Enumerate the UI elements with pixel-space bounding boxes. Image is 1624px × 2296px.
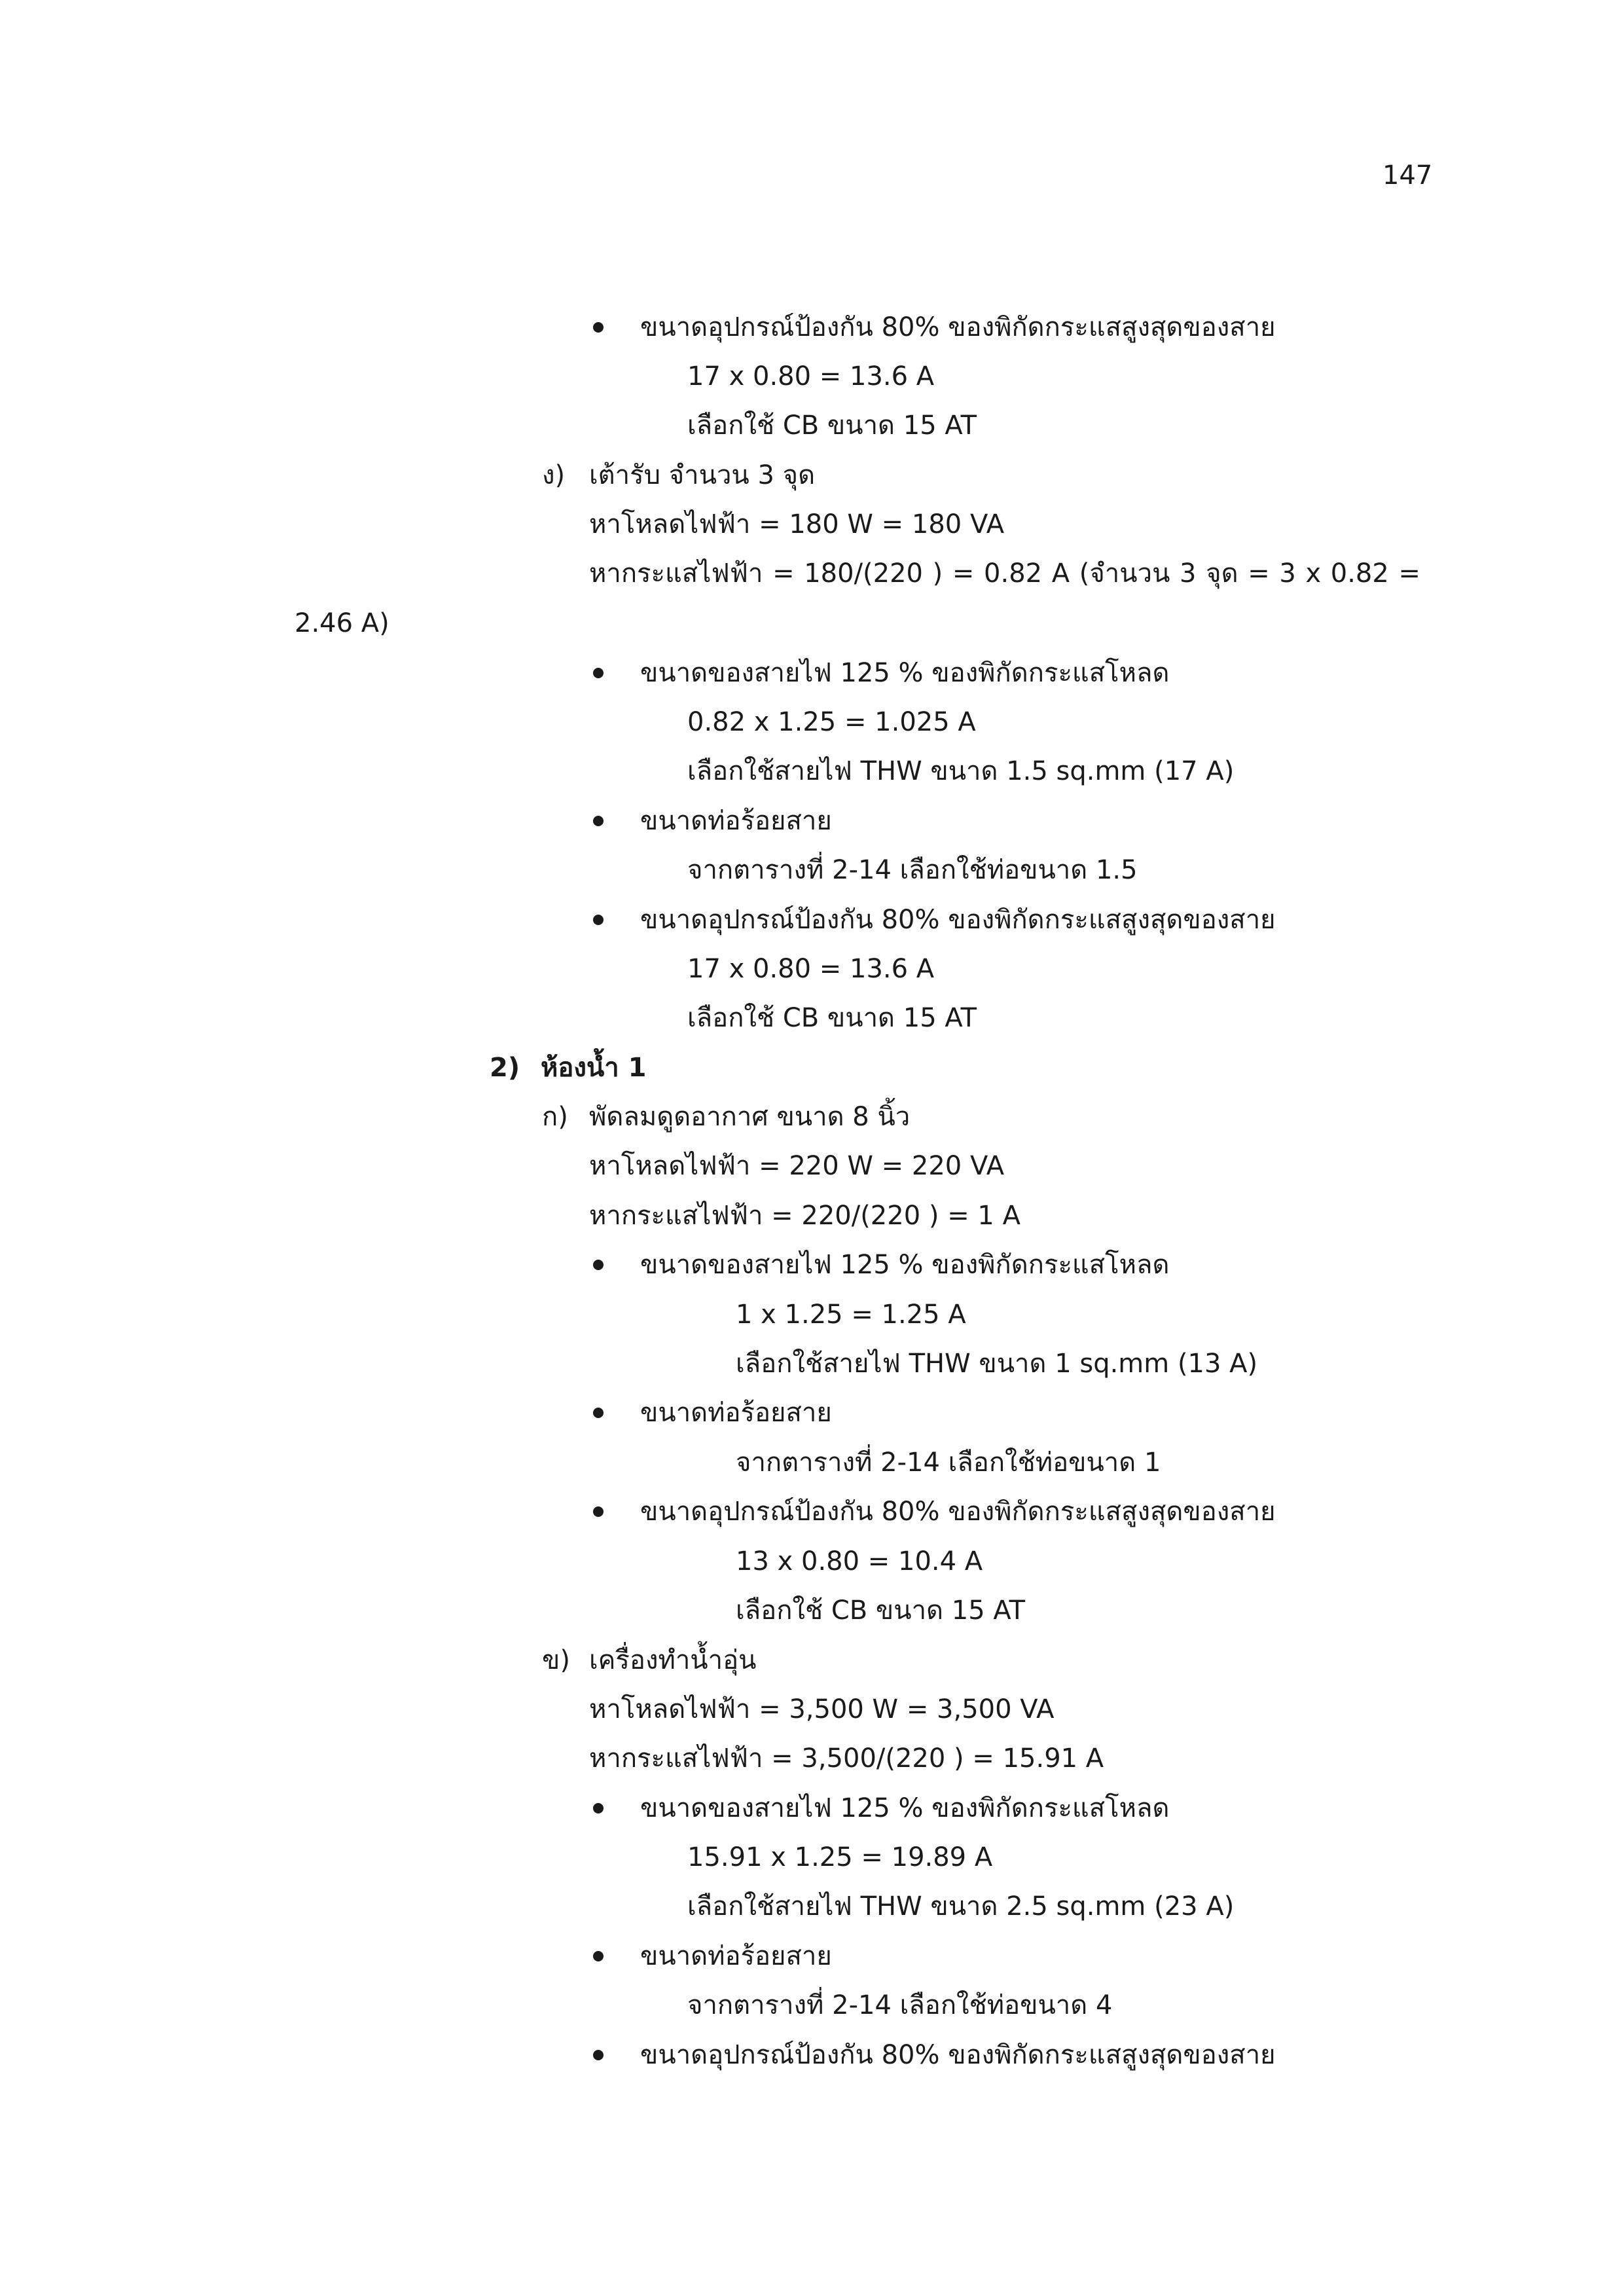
bullet-icon — [593, 2050, 604, 2060]
selection-line: เลือกใช้สายไฟ THW ขนาด 1 sq.mm (13 A) — [736, 1349, 1258, 1379]
calc-line: 1 x 1.25 = 1.25 A — [736, 1300, 966, 1330]
section-heading: ห้องน้ำ 1 — [541, 1053, 647, 1083]
bullet-text: ขนาดท่อร้อยสาย — [640, 1398, 832, 1428]
selection-line: เลือกใช้สายไฟ THW ขนาด 1.5 sq.mm (17 A) — [687, 756, 1235, 786]
item-title: เครื่องทำน้ำอุ่น — [589, 1645, 757, 1675]
bullet-icon — [593, 1506, 604, 1517]
conduit-line: จากตารางที่ 2-14 เลือกใช้ท่อขนาด 1.5 — [687, 855, 1138, 885]
bullet-icon — [593, 1803, 604, 1813]
conduit-line: จากตารางที่ 2-14 เลือกใช้ท่อขนาด 4 — [687, 1990, 1113, 2020]
item-marker: ก) — [542, 1102, 568, 1132]
item-marker: ข) — [542, 1645, 570, 1675]
bullet-text: ขนาดท่อร้อยสาย — [640, 1941, 832, 1971]
bullet-icon — [593, 668, 604, 678]
bullet-icon — [593, 322, 604, 333]
bullet-icon — [593, 1408, 604, 1418]
calc-line: 13 x 0.80 = 10.4 A — [736, 1546, 983, 1576]
bullet-icon — [593, 1951, 604, 1961]
bullet-text: ขนาดอุปกรณ์ป้องกัน 80% ของพิกัดกระแสสูงสุดของสาย — [640, 312, 1276, 342]
item-marker: ง) — [542, 460, 566, 490]
page-number: 147 — [1382, 160, 1433, 191]
bullet-text: ขนาดของสายไฟ 125 % ของพิกัดกระแสโหลด — [640, 1250, 1170, 1280]
section-marker: 2) — [490, 1053, 520, 1083]
current-line-continued: 2.46 A) — [295, 608, 389, 638]
calc-line: 15.91 x 1.25 = 19.89 A — [687, 1842, 993, 1872]
load-line: หาโหลดไฟฟ้า = 220 W = 220 VA — [589, 1151, 1005, 1181]
calc-line: 0.82 x 1.25 = 1.025 A — [687, 707, 976, 737]
current-line: หากระแสไฟฟ้า = 220/(220 ) = 1 A — [589, 1201, 1020, 1231]
bullet-icon — [593, 1260, 604, 1270]
bullet-text: ขนาดอุปกรณ์ป้องกัน 80% ของพิกัดกระแสสูงสุดของสาย — [640, 1497, 1276, 1527]
bullet-text: ขนาดอุปกรณ์ป้องกัน 80% ของพิกัดกระแสสูงสุดของสาย — [640, 2040, 1276, 2070]
load-line: หาโหลดไฟฟ้า = 180 W = 180 VA — [589, 509, 1005, 539]
bullet-text: ขนาดท่อร้อยสาย — [640, 806, 832, 836]
calc-line: 17 x 0.80 = 13.6 A — [687, 954, 935, 984]
selection-line: เลือกใช้สายไฟ THW ขนาด 2.5 sq.mm (23 A) — [687, 1891, 1235, 1922]
bullet-text: ขนาดอุปกรณ์ป้องกัน 80% ของพิกัดกระแสสูงสุดของสาย — [640, 905, 1276, 935]
conduit-line: จากตารางที่ 2-14 เลือกใช้ท่อขนาด 1 — [736, 1448, 1161, 1478]
calc-line: 17 x 0.80 = 13.6 A — [687, 361, 935, 392]
selection-line: เลือกใช้ CB ขนาด 15 AT — [687, 410, 977, 441]
item-title: พัดลมดูดอากาศ ขนาด 8 นิ้ว — [589, 1102, 911, 1132]
bullet-icon — [593, 816, 604, 826]
item-title: เต้ารับ จำนวน 3 จุด — [589, 460, 816, 490]
load-line: หาโหลดไฟฟ้า = 3,500 W = 3,500 VA — [589, 1694, 1055, 1724]
current-line: หากระแสไฟฟ้า = 180/(220 ) = 0.82 A (จำนวน 3 จุด = 3 x 0.82 = — [589, 558, 1420, 589]
selection-line: เลือกใช้ CB ขนาด 15 AT — [687, 1003, 977, 1033]
bullet-text: ขนาดของสายไฟ 125 % ของพิกัดกระแสโหลด — [640, 658, 1170, 688]
current-line: หากระแสไฟฟ้า = 3,500/(220 ) = 15.91 A — [589, 1743, 1104, 1774]
bullet-icon — [593, 915, 604, 925]
bullet-text: ขนาดของสายไฟ 125 % ของพิกัดกระแสโหลด — [640, 1793, 1170, 1823]
selection-line: เลือกใช้ CB ขนาด 15 AT — [736, 1595, 1026, 1626]
